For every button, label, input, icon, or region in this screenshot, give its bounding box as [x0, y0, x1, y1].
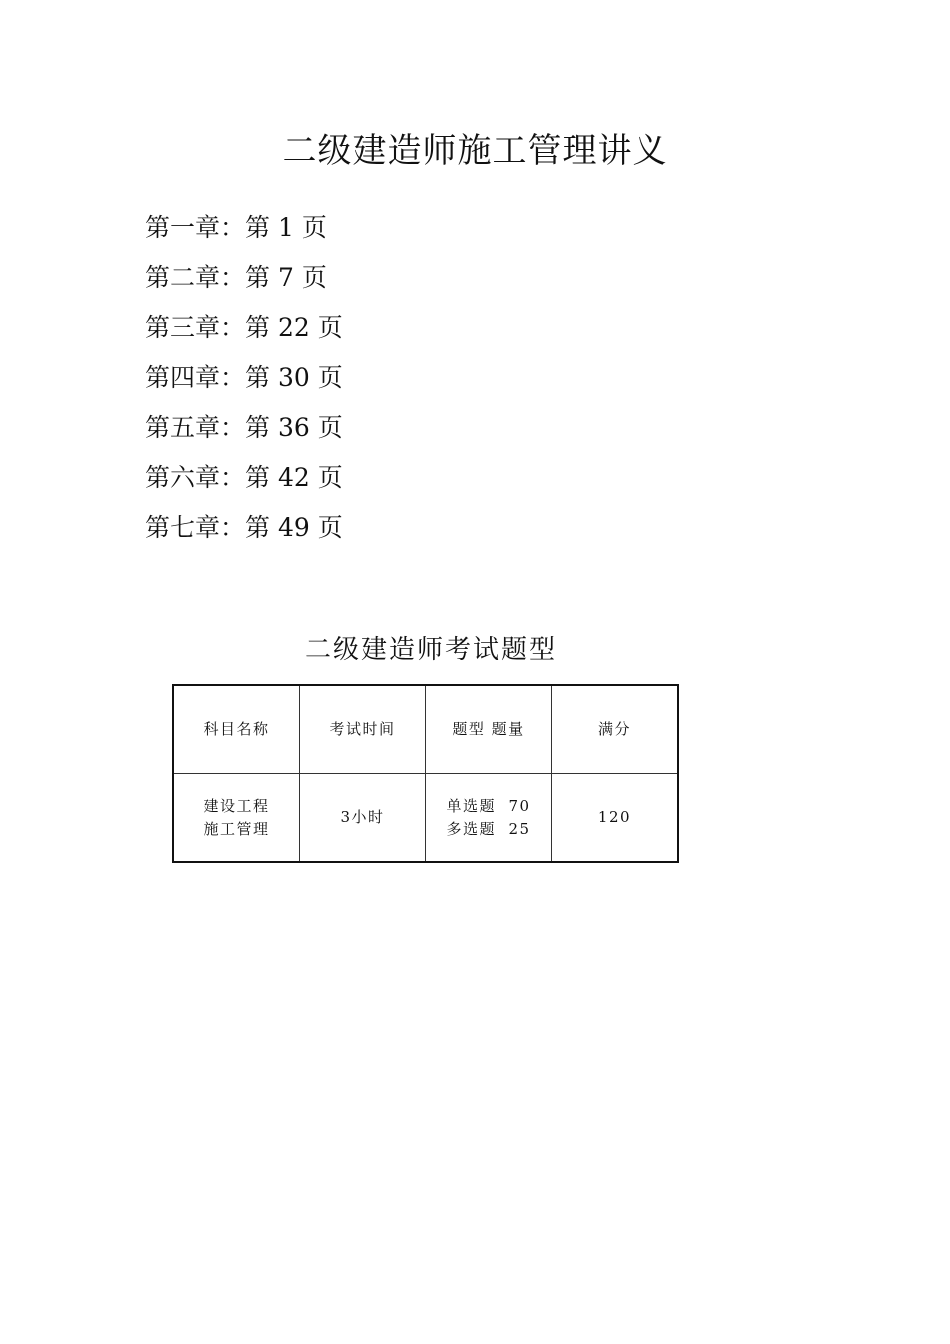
subject-line: 施工管理 — [203, 819, 270, 838]
table-row — [173, 774, 678, 863]
header-duration: 考试时间 — [300, 685, 426, 774]
toc-item — [145, 453, 343, 503]
toc-page: 第 42 页 — [245, 463, 343, 492]
toc-page: 第 49 页 — [245, 513, 343, 542]
header-subject: 科目名称 — [173, 685, 300, 774]
toc-chapter: 第七章： — [145, 513, 246, 542]
exam-title: 二级建造师考试题型 — [304, 635, 557, 665]
toc-page: 第 30 页 — [245, 363, 343, 392]
toc-page: 第 36 页 — [245, 413, 343, 442]
toc-item — [145, 253, 343, 303]
header-question-type: 题型 题量 — [426, 685, 552, 774]
toc-page: 第 7 页 — [245, 263, 327, 292]
toc-chapter: 第五章： — [145, 413, 246, 442]
exam-table — [172, 684, 679, 863]
toc-page: 第 1 页 — [245, 213, 327, 242]
cell-duration: 3小时 — [300, 774, 426, 863]
cell-subject — [173, 774, 300, 863]
table-of-contents — [145, 203, 343, 553]
toc-item — [145, 403, 343, 453]
toc-chapter: 第六章： — [145, 463, 246, 492]
header-full-score: 满分 — [552, 685, 679, 774]
toc-item — [145, 503, 343, 553]
toc-chapter: 第一章： — [145, 213, 246, 242]
toc-chapter: 第四章： — [145, 363, 246, 392]
toc-page: 第 22 页 — [245, 313, 343, 342]
toc-item — [145, 353, 343, 403]
toc-item — [145, 203, 343, 253]
cell-question-type — [426, 774, 552, 863]
document-title: 二级建造师施工管理讲义 — [282, 131, 668, 171]
toc-chapter: 第三章： — [145, 313, 246, 342]
subject-line: 建设工程 — [203, 796, 270, 815]
table-header-row — [173, 685, 678, 774]
toc-item — [145, 303, 343, 353]
question-type-line: 单选题 70 — [446, 796, 531, 815]
cell-full-score: 120 — [552, 774, 679, 863]
question-type-line: 多选题 25 — [446, 819, 531, 838]
toc-chapter: 第二章： — [145, 263, 246, 292]
